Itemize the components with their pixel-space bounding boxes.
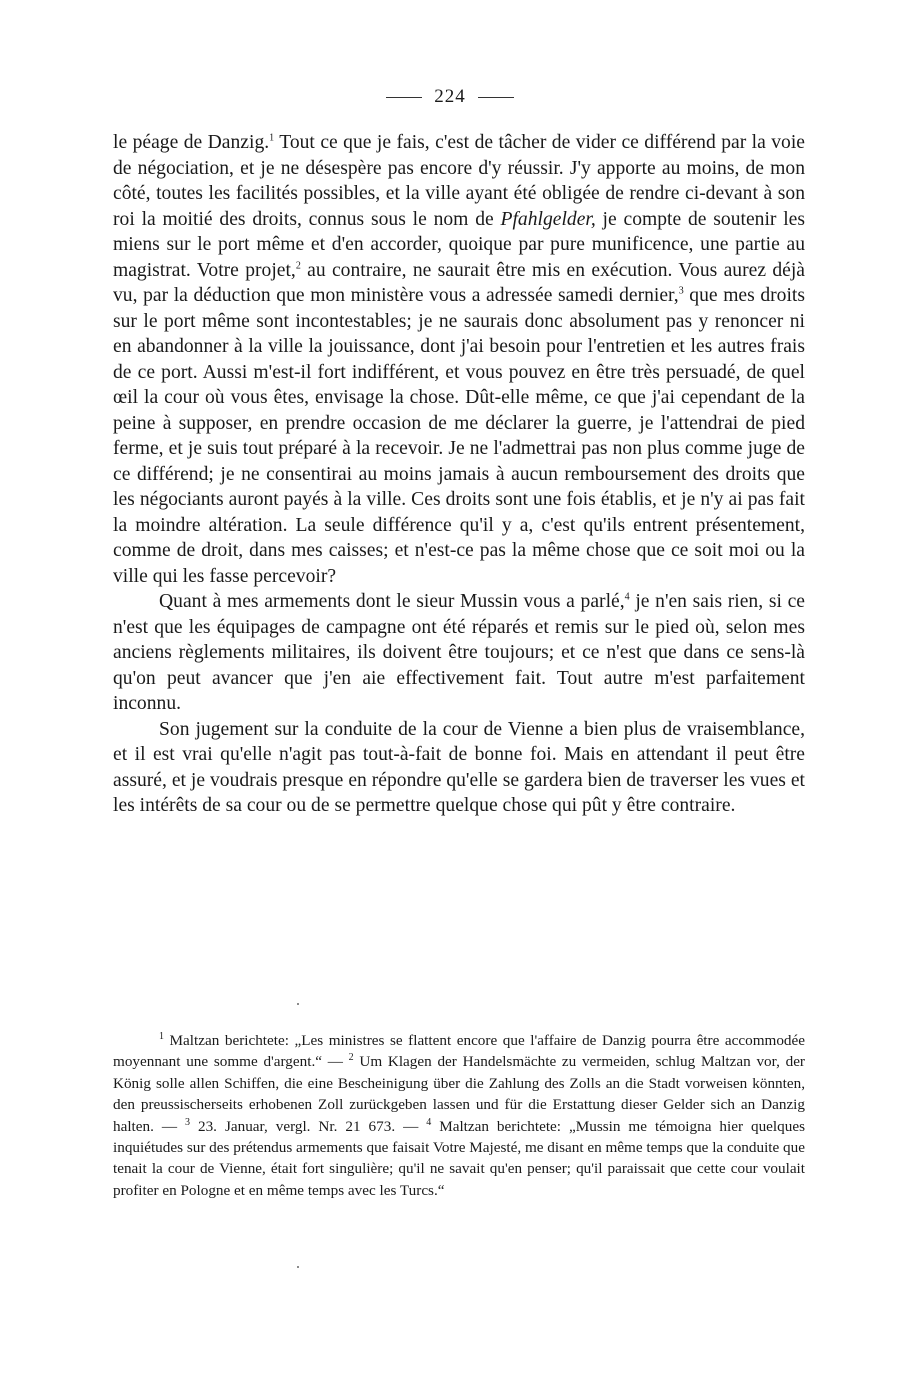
paragraph-3: Son jugement sur la conduite de la cour de Vienne a bien plus de vraisemblance, et il est vrai qu'elle n'agit pas tout-à-fait de bonne foi. Mais en attendant il peut être assuré, et je voudrais presque en répondre qu'elle se gardera bien de traverser les vues et les intérêts de sa cour ou de se permettre quelque chose qui pût y être contraire. bbox=[113, 718, 805, 816]
paragraph-1-text-d: au contraire, ne saurait être mis en exécution. Vous aurez déjà vu, par la déduction que mon ministère vous a adressée samedi dernier, bbox=[113, 259, 805, 306]
footnote-ref-3: 3 bbox=[678, 285, 684, 297]
paragraph-2 bbox=[113, 589, 805, 717]
page-number bbox=[0, 86, 900, 108]
footnote-ref-2: 2 bbox=[295, 259, 301, 271]
footnote-text-3: 23. Januar, vergl. Nr. 21 673. — bbox=[190, 1117, 427, 1135]
paragraph-1-text-c: je compte de soutenir les miens sur le port même et d'en accorder, quoique par pure munificence, une partie au magistrat. Votre projet, bbox=[113, 208, 805, 281]
footnote-marker-1: 1 bbox=[159, 1030, 164, 1042]
paragraph-1 bbox=[113, 130, 805, 589]
footnote-ref-1: 1 bbox=[269, 132, 275, 144]
footnote-block bbox=[113, 1030, 805, 1201]
footnotes bbox=[113, 1030, 805, 1201]
footnote-marker-2: 2 bbox=[348, 1052, 354, 1064]
paragraph-1-text-a: le péage de Danzig. bbox=[113, 132, 270, 153]
main-text bbox=[113, 130, 805, 819]
paragraph-1-text-b: Tout ce que je fais, c'est de tâcher de vider ce différend par la voie de négociation, et je ne désespère pas encore d'y réussir. J'y apporte au moins, de mon côté, toutes les facilités possibles, et la ville ayant été obligée de rendre ci-devant à son roi la moitié des droits, connus sous le nom de bbox=[113, 132, 805, 230]
page-number-rule-left bbox=[386, 97, 422, 98]
footnote-text-2: Um Klagen der Handelsmächte zu vermeiden, schlug Maltzan vor, der König solle allen Schiffen, die eine Bescheinigung über die Zahlung des Zolls an die Stadt vorweisen könnten, den preussischerseits erhobenen Zoll zurückgeben lassen und für die Erstattung dieser Gelder sich an Danzig halten. — bbox=[113, 1053, 805, 1135]
paragraph-1-text-e: que mes droits sur le port même sont incontestables; je ne saurais donc absolument pas y renoncer ni en abandonner à la ville la jouissance, dont j'ai besoin pour l'entretien et les autres frais de ce port. Aussi m'est-il fort indifférent, et vous pouvez en être très persuadé, de quel œil la cour où vous êtes, envisage la chose. Dût-elle même, ce que j'ai cependant de la peine à supposer, en prendre occasion de me déclarer la guerre, je l'attendrai de pied ferme, et je suis tout préparé à la recevoir. Je ne l'admettrai pas non plus comme juge de ce différend; je ne consentirai au moins jamais à aucun remboursement des droits que les négociants auront payés à la ville. Ces droits sont une fois établis, et je n'y ai pas fait la moindre altération. La seule différence qu'il y a, c'est qu'ils entrent présentement, comme de droit, dans mes caisses; et n'est-ce pas la même chose que ce soit moi ou la ville qui les fasse percevoir? bbox=[113, 285, 805, 587]
page-number-rule-right bbox=[478, 97, 514, 98]
pfahlgelder-term: Pfahlgelder, bbox=[500, 208, 596, 230]
footnote-text-1: Maltzan berichtete: „Les ministres se flattent encore que l'affaire de Danzig pourra être accommodée moyennant une somme d'argent.“ — bbox=[113, 1032, 805, 1071]
footnote-text-4: Maltzan berichtete: „Mussin me témoigna hier quelques inquiétudes sur des prétendus armements que faisait Votre Majesté, me disant en même temps que la conduite que tenait la cour de Vienne, était fort singulière; qu'il ne savait qu'en penser; qu'il paraissait que cette cour voulait profiter en Pologne et en même temps avec les Turcs.“ bbox=[113, 1117, 805, 1199]
paragraph-2-text-b: je n'en sais rien, si ce n'est que les équipages de campagne ont été réparés et remis sur le pied où, selon mes anciens règlements militaires, ils doivent être toujours; et ce n'est que dans ce sens-là qu'on peut avancer que j'en aie effectivement fait. Tout autre m'est parfaitement inconnu. bbox=[113, 591, 805, 714]
footnote-marker-4: 4 bbox=[426, 1116, 432, 1128]
page-number-value: 224 bbox=[434, 86, 466, 107]
footnote-ref-4: 4 bbox=[624, 591, 630, 603]
paragraph-2-text-a: Quant à mes armements dont le sieur Mussin vous a parlé, bbox=[159, 591, 625, 612]
print-speck bbox=[297, 1003, 299, 1005]
footnote-marker-3: 3 bbox=[185, 1116, 191, 1128]
print-speck bbox=[297, 1266, 299, 1268]
